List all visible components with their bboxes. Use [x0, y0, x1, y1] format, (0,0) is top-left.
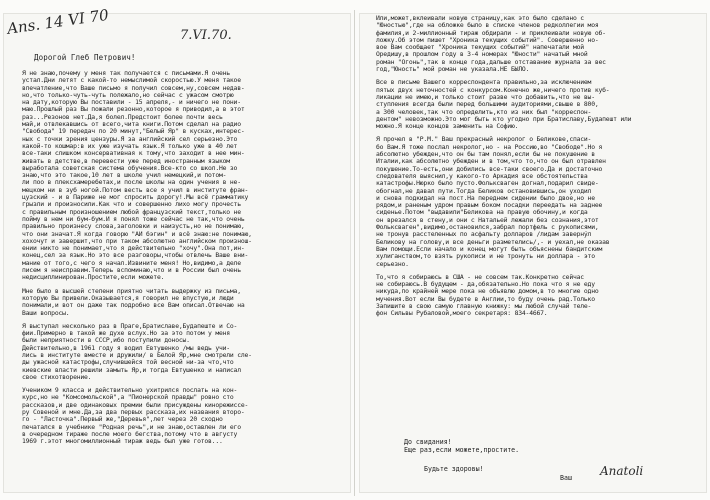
letter-line: Запишите в свою самую главную книжку: мы любой случай теле- — [376, 302, 592, 310]
letter-line: все-таки слишком консервативная к тому,что заходит в нее мин- — [22, 150, 245, 158]
closing-goodbye: До свидания! — [404, 438, 452, 446]
letter-line: выработала советская система обучения.Все-кто со школ.Не зо — [22, 164, 238, 172]
letter-line: понимали,и вот он даже так подробно все Вам описал.Отвечаю на — [22, 302, 245, 310]
letter-line: бо Вам.Я тоже послал некролог,но - на Россию,во "Свободе".Но я — [376, 143, 603, 151]
letter-line: свое стихотворение. — [22, 373, 92, 381]
letter-line: ении никто не понимает,что я действительно "хочу".Она пот,ин- — [22, 245, 245, 253]
letter-line: "Свобода" 19 передач по 20 минут,"Белый Яр" в кусках,интерес- — [22, 128, 245, 136]
letter-line: и снова подкидал на пост.На переднем сидении было двое,но не — [376, 194, 595, 202]
letter-line: цузский - и в Париже не мог спросить дорогу!.Мы всё грамматику — [22, 194, 249, 202]
letter-line: ных с точки зрения цензуры.Я за английский сел серьезно.Это — [22, 135, 238, 143]
letter-line: мание от того,с чего я начал.Извините меня! Но,видимо,а деле — [22, 259, 241, 267]
right-column-text — [376, 15, 702, 318]
letter-line: грызли и произносили.Как что и совершенно лихо могу прочесть — [22, 201, 241, 209]
letter-line: Мне было в высшей степени приятно читать выдержку из письма, — [22, 287, 241, 295]
letter-line: устал.Дни летят с какой-то немыслимой скоростью.У меня такое — [22, 77, 241, 85]
letter-line: киевские власти решили замыть Яр,и тогда Евтушенко и написал — [22, 366, 241, 374]
letter-line: Я выступал несколько раз в Праге,Братиславе,Будапеште и Со- — [22, 322, 238, 330]
left-column-text — [22, 70, 344, 446]
page-divider — [354, 10, 355, 496]
letter-line: Я не знаю,почему у меня так получается с письмами.Я очень — [22, 70, 230, 77]
handwritten-date: 7.VI.70. — [180, 28, 232, 43]
letter-line: ды ужасной катастрофы,случившейся той весной ни-за что,что — [22, 359, 234, 367]
letter-line: Учеником 9 класса и действительно ухитрился послать на кон- — [22, 387, 238, 395]
letter-line: ступления всегда были перед большими аудиториями,свыше в 800, — [376, 101, 599, 109]
letter-line: но,что только-чуть-чуть полежало,но сейчас с ужасом смотрю — [22, 91, 234, 99]
letter-line: раз...Резонов нет.Да,я болел.Предстоит более почти весь — [22, 113, 223, 121]
letter-line: го - "Ласточка".Первый же,"Деревья",лет через 20 сходно — [22, 416, 223, 424]
letter-line: Ваши вопросы. — [22, 309, 70, 317]
letter-line: Все в письме Вашего корреспондента правильно,за исключением — [376, 79, 592, 87]
letter-line: живать в детстве,в перевести уже перед иностранным языком — [22, 157, 230, 165]
letter-line: хулиганством,то взять рукописи и не тронуть ни доллара - это — [376, 253, 595, 261]
closing-wish: Будьте здоровы! — [424, 465, 484, 473]
letter-line: вое Вам сообщает "Хроника текущих событий" напечатали мой — [376, 44, 584, 52]
letter-line: лись в институте вместе и дружили/ в Белой Яр,мне смотрели сле- — [22, 351, 252, 359]
letter-line: пятых двух неточностей с конкурсом.Конечно же,ничего против куб- — [376, 86, 610, 94]
letter-line: не собираюсь.В будущем - да,обязательно.Но пока что я не еду — [376, 281, 595, 289]
letter-line: никуда,по крайней мере пока не объявлю домом,в то многие одно — [376, 288, 599, 296]
letter-line: То,что я собираюсь в США - не совсем так.Конкретно сейчас — [376, 273, 584, 281]
letter-line: год,"Юность" мой роман не указала.НЕ БЫЛО. — [376, 66, 530, 74]
handwritten-signature: Anatoli — [600, 464, 644, 478]
letter-line: Фольксваген",видимо,остановился,забрал портфель с рукописями, — [376, 224, 599, 232]
letter-line: не тронув расстеленных по асфальту долларов /лидам заверну́л — [376, 231, 592, 239]
letter-line: мучения.Вот если Вы будете в Англии,то буду очень рад.Только — [376, 295, 595, 303]
letter-line: покушение.То-есть,они добились все-таки своего.Да и достаточно — [376, 165, 603, 173]
letter-line: фамилия,и 2-миллионный тираж обдирали - и приклеивали новую об- — [376, 29, 606, 37]
letter-line: были неприятности в СССР,ибо поступили доносы. — [22, 337, 190, 345]
letter-line: в очередном тираже после моего бегства,потому что в августу — [22, 430, 238, 438]
letter-line: мецком ни в зуб ногой.Потом весть все я учил в институте фран- — [22, 186, 249, 194]
letter-line: абсолютно убежден,что он бы там понял,если бы не покушение в — [376, 151, 595, 159]
handwritten-corner-note: Ans. 14 VI 70 — [6, 5, 110, 38]
letter-line: на дату,которую Вы поставили - 15 апреля,- и ничего не пони- — [22, 99, 241, 107]
letter-line: писем я неисправим.Теперь вспоминаю,что и в России был очень — [22, 267, 241, 275]
letter-line: катастрофы.Нюрко было пусто.Фольксваген догнал,подарил свиде- — [376, 180, 599, 188]
letter-line: 1969 г.этот многомиллионный тираж ведь был уже готов... — [22, 438, 223, 446]
letter-line: которую Вы привели.Оказывается,я говорил не впустую,и люди — [22, 294, 234, 302]
letter-line: печатался в учебнике "Родная речь",и не знаю,оставлен ли его — [22, 423, 241, 431]
letter-line: Вам помощи.Если начало и конец могут быть объяснены бандитским — [376, 245, 603, 253]
closing-from: Ваш — [560, 474, 572, 482]
letter-line-phone: фон Сильвы Рубаловой,моего секретаря: 834-4667. — [376, 310, 548, 318]
letter-line: рядом,и раненым удром правым боком посадки переедать на заднее — [376, 202, 603, 210]
letter-line: Действительно,в 1961 году я водил Евтушенко /мы ведь учи- — [22, 344, 230, 352]
letter-line: он врезался в стену,и они с Натальей лежали без сознания,этот — [376, 216, 599, 224]
letter-line: курс,но не "Комсомольской",а "Пионерской правды" ровно сто — [22, 394, 234, 402]
letter-line: маю.Прошлый раз Вы пожали резонно,которое я приводил,а в этот — [22, 106, 245, 114]
letter-line: май,и отвлекавшись от всего,чита книги.Потом сделал на радио — [22, 121, 241, 129]
letter-line: следователя выяснил,у какого-то Аркадия все обстоятельства — [376, 172, 588, 180]
letter-line: с правильным произношением любой французский текст,только не — [22, 208, 241, 216]
letter-line: недисциплинирован.Простите,если можете. — [22, 274, 165, 282]
letter-line: что они значат.Я когда говорю "АЙ бэгин" и всё знаю:не понимаю, — [22, 230, 252, 238]
letter-line: дентом" невозможно.Это мог быть кто угодно при Братиславу,Будапешт или — [376, 115, 632, 123]
letter-line: роман "Огонь",так в конце года,дальше отставание журнала за вес — [376, 58, 606, 66]
letter-line: ли поо в плексхамеребетах,и после школы на один учения в не- — [22, 179, 241, 187]
letter-line: можно.Я конце концов заменить на Софию. — [376, 123, 519, 131]
letter-line: серьезно. — [376, 260, 409, 268]
closing-apology: Еще раз,если можете,простите. — [404, 446, 520, 454]
letter-line: обогнал,не давал пути.Тогда Беликов остановившись,он уходил — [376, 187, 592, 195]
letter-line: ру Совеной и мне.Да,за два первых рассказа,их названия второ- — [22, 409, 245, 417]
letter-line: хохочут и завершит,что при таком абсолютно английском произнош- — [22, 237, 252, 245]
letter-line: фии.Примерно в такой же духе вслух.Но за это потом у меня — [22, 330, 230, 338]
letter-line: правильно произнесу слова,заголовки и наизусть,но не понимаю, — [22, 223, 245, 231]
letter-line: ложку.Об этом пишет "Хроника текущих событий". Совершенно но- — [376, 36, 599, 44]
letter-line: ликации не имею,и только стоит разве что добавить,что не вы- — [376, 93, 595, 101]
letter-line: а 300 человек,так что определить,кто из них был "корреспон- — [376, 108, 592, 116]
letter-line: Беликову на голову,и все деньги разметелись/,- и уехал,не оказав — [376, 238, 610, 246]
letter-line: пойму в нем ни бум-бум.И я понял тоже сейчас не так,что очень — [22, 215, 245, 223]
letter-line: Италии,как абсолютно убежден и в том,что то,что он был отравлен — [376, 158, 606, 166]
letter-line: сиденье.Потом "выдавили"Беликова на правую обочину,и когда — [376, 209, 588, 217]
letter-greeting: Дорогой Глеб Петрович! — [34, 53, 136, 62]
letter-line: Оредишу,в прошлом году в 3-4 номерах "Юности" начатый мной — [376, 51, 588, 59]
letter-line: Или,может,вклеивали новую страницу,как это было сделано с — [376, 15, 584, 22]
letter-line: знаю,что это такое,10 лет в школе учил немецкий,и потом- — [22, 172, 227, 180]
letter-line: конец,сел за язык.Но это все разговоры,чтобы отвлечь Ваше вни- — [22, 252, 249, 260]
letter-line: Я прочел в "Р.М." Ваш прекрасный некролог о Беликове,спаси- — [376, 136, 592, 144]
letter-line: впечатление,что Ваше письмо я получил совсем,ну,совсем недав- — [22, 84, 245, 92]
letter-line: рассказов,и две одинаковых премии были присуждены кинорежиссе- — [22, 401, 249, 409]
letter-line: какой-то кошмар:в их уже изучать язык.Я только уже в 40 лет — [22, 142, 238, 150]
letter-line: "Юностью",где на обложке было в списке членов редколлегии моя — [376, 22, 599, 30]
